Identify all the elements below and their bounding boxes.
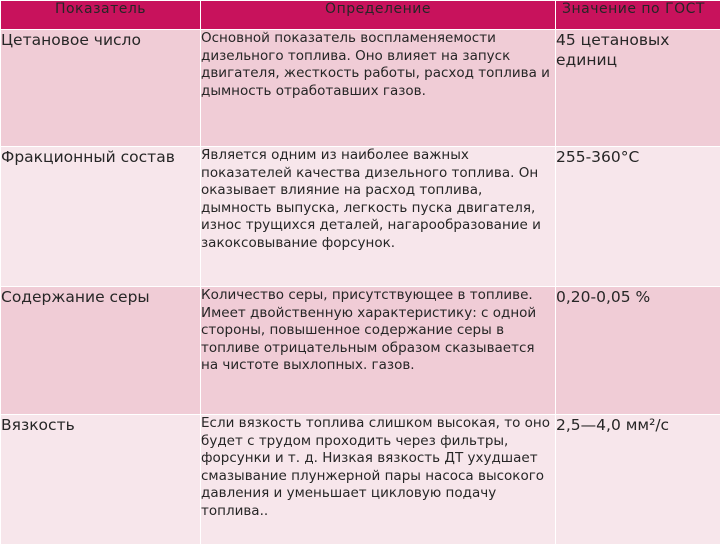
row-definition-cetane: Основной показатель воспламеняемости дизельного топлива. Оно влияет на запуск двигателя, жесткость работы, расход топлива и дымность отработавших газов. <box>201 30 556 147</box>
table-row <box>1 147 720 287</box>
table-row <box>1 287 720 415</box>
header-gost-value: Значение по ГОСТ <box>556 1 720 30</box>
row-definition-sulfur: Количество серы, присутствующее в топливе. Имеет двойственную характеристику: с одной стороны, повышенное содержание серы в топливе отрицательным образом сказывается на чистоте выхлопных. газов. <box>201 287 556 415</box>
row-name-cetane: Цетановое число <box>1 30 201 147</box>
header-indicator: Показатель <box>1 1 201 30</box>
table-row <box>1 415 720 545</box>
row-name-viscosity: Вязкость <box>1 415 201 545</box>
row-name-sulfur: Содержание серы <box>1 287 201 415</box>
row-definition-viscosity: Если вязкость топлива слишком высокая, то оно будет с трудом проходить через фильтры, форсунки и т. д. Низкая вязкость ДТ ухудшает смазывание плунжерной пары насоса высокого давления и уменьшает цикловую подачу топлива.. <box>201 415 556 545</box>
row-value-fractional: 255-360°С <box>556 147 720 287</box>
row-name-fractional: Фракционный состав <box>1 147 201 287</box>
row-value-cetane: 45 цетановых единиц <box>556 30 720 147</box>
table-header-row <box>1 1 720 30</box>
row-value-sulfur: 0,20-0,05 % <box>556 287 720 415</box>
row-definition-fractional: Является одним из наиболее важных показателей качества дизельного топлива. Он оказывает влияние на расход топлива, дымность выпуска, легкость пуска двигателя, износ трущихся деталей, нагарообразование и закоксовывание форсунок. <box>201 147 556 287</box>
table-row <box>1 30 720 147</box>
header-definition: Определение <box>201 1 556 30</box>
row-value-viscosity: 2,5—4,0 мм²/с <box>556 415 720 545</box>
